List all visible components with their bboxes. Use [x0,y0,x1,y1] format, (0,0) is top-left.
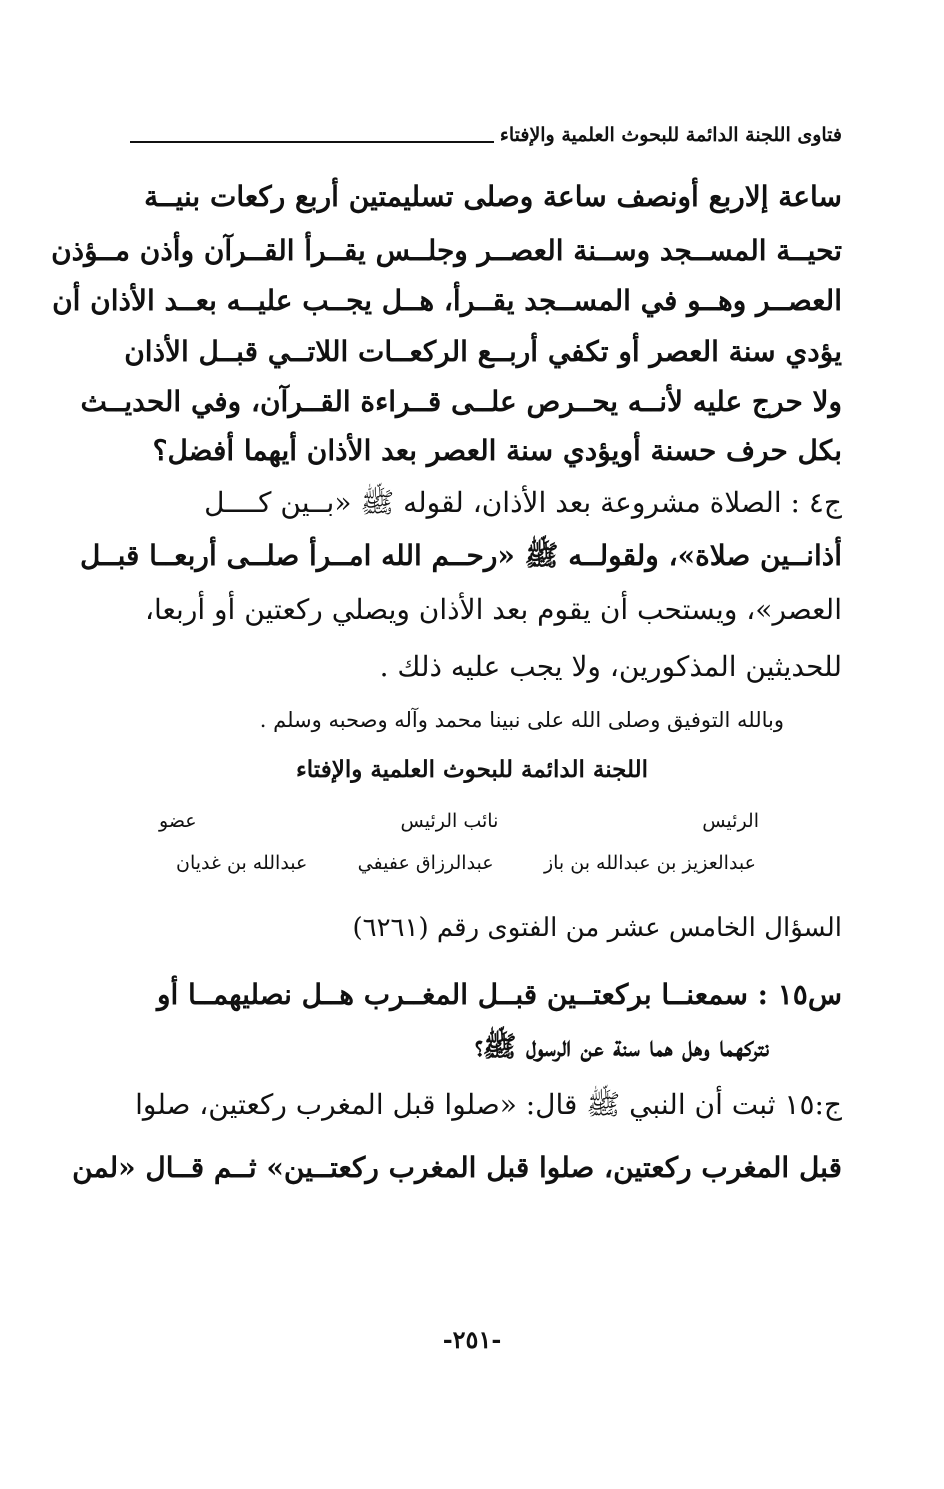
answer-line: ج٤ : الصلاة مشروعة بعد الأذان، لقوله ﷺ «بــين كــــل [204,486,842,519]
answer-line: أذانــين صلاة»، ولقولــه ﷺ «رحــم الله امــرأ صلــى أربعــا قبــل [79,539,842,572]
answer-line: العصر»، ويستحب أن يقوم بعد الأذان ويصلي ركعتين أو أربعا، [144,593,842,626]
answer-line: قبل المغرب ركعتين، صلوا قبل المغرب ركعتــين» ثــم قــال «لمن [72,1151,842,1184]
committee-name: اللجنة الدائمة للبحوث العلمية والإفتاء [295,756,649,783]
role-label: نائب الرئيس [400,810,499,832]
role-label: الرئيس [702,810,759,832]
section-heading: السؤال الخامس عشر من الفتوى رقم (٦٢٦١) [352,913,842,943]
running-title: فتاوى اللجنة الدائمة للبحوث العلمية والإفتاء [499,124,842,146]
question-line: العصــر وهــو في المســجد يقــرأ، هــل يجــب عليــه بعــد الأذان أن [52,284,842,317]
running-header [130,112,842,146]
question-line: تحيــة المســجد وســنة العصــر وجلــس يقــرأ القــرآن وأذن مــؤذن [51,234,842,267]
question-line: ولا حرج عليه لأنــه يحــرص علــى قــراءة القــرآن، وفي الحديــث [80,385,842,418]
page-number: -٢٥١- [442,1325,502,1354]
question-line: بكل حرف حسنة أويؤدي سنة العصر بعد الأذان أيهما أفضل؟ [152,434,842,467]
role-label: عضو [159,810,197,832]
header-rule [130,141,494,143]
answer-line: للحديثين المذكورين، ولا يجب عليه ذلك . [379,650,842,683]
answer-line: ج:١٥ ثبت أن النبي ﷺ قال: «صلوا قبل المغرب ركعتين، صلوا [135,1088,842,1121]
member-name: عبدالعزيز بن عبدالله بن باز [543,852,756,874]
member-name: عبدالرزاق عفيفي [357,852,494,874]
question-line: نتركهما وهل هما سنة عن الرسول ﷺ؟ [474,1030,769,1063]
member-name: عبدالله بن غديان [176,852,308,874]
question-line: ساعة إلاربع أونصف ساعة وصلى تسليمتين أربع ركعات بنيــة [144,180,842,213]
question-line: يؤدي سنة العصر أو تكفي أربــع الركعــات اللاتــي قبــل الأذان [124,335,842,368]
closing-line: وبالله التوفيق وصلى الله على نبينا محمد وآله وصحبه وسلم . [259,708,784,732]
signature-names [176,852,756,874]
signature-roles [159,810,759,832]
question-line: س١٥ : سمعنــا بركعتــين قبــل المغــرب هــل نصليهمــا أو [157,978,842,1011]
